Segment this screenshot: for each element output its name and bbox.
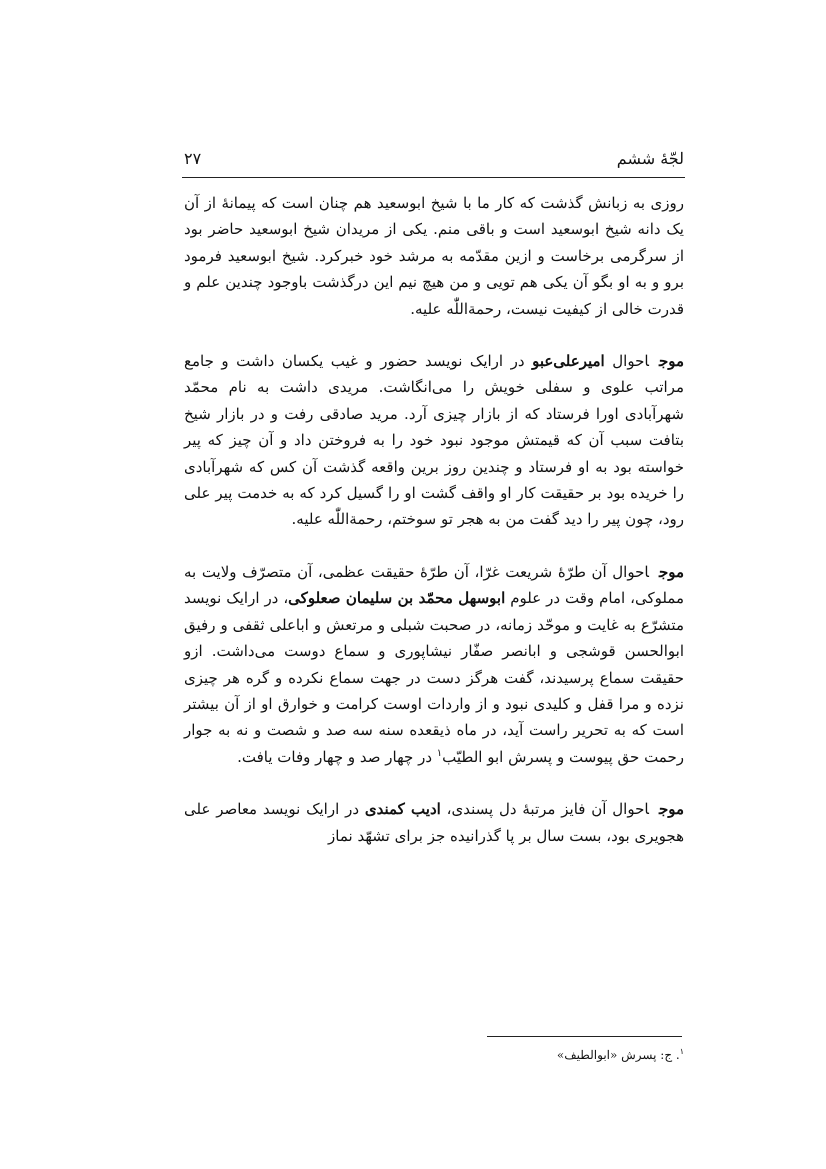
paragraph-text: ، در ارایک نویسد متشرّع به غایت و موحّد زمانه، در صحبت شبلی و مرتعش و اباعلی ثقفی و رفیق ابوالحسن قوشجی و ابانصر صفّار نیشاپوری و سماع دوست می‌داشت. ازو حقیقت سماع پرسیدند، گفت هرگز دست در جهت سماع نکرده و گره هر چیزی نزده و مرا قفل و کلیدی نبود و از واردات اوست کرامت و خوارق او از آن بیشتر است که به تحریر راست آید، در ماه ذیقعده سنه سه صد و شصت و نه به جوار رحمت حق پیوست و پسرش ابو الطیّب [184,589,684,766]
paragraph-text: روزی به زبانش گذشت که کار ما با شیخ ابوسعید هم چنان است که پیمانهٔ از آن یک دانه شیخ ابوسعید است و باقی منم. یکی از مریدان شیخ ابوسعید حاضر بود از سرگرمی برخاست و ازین مقدّمه به مرشد خود خبرکرد. شیخ ابوسعید فرمود برو و به او بگو آن یکی هم تویی و من هیچ نیم این درگذشت باوجود چندین علم و قدرت خالی از کیفیت نیست، رحمةاللّٰه علیه. [184,194,684,318]
footnote-number: ۱ [679,1047,684,1056]
page-number: ۲۷ [184,149,202,168]
footnote-text: . ج: پسرش «ابوالطیف» [556,1048,680,1062]
body-text [184,190,684,849]
person-name: ادیب کمندی [364,800,441,819]
paragraph-4 [184,796,684,849]
paragraph-intro: احوال آن فایز مرتبهٔ دل پسندی، [440,800,649,819]
chapter-title: لجّهٔ ششم [616,149,684,168]
paragraph-text: در ارایک نویسد حضور و غیب یکسان داشت و جامع مراتب علوی و سفلی خویش را می‌انگاشت. مریدی داشت به نام محمّد شهرآبادی اورا فرستاد که از بازار چیزی آرد. مرید صادقی رفت و در بازار شیخ بتافت سبب آن که قیمتش موجود نبود خود را به فروختن داد و آن چیز که پیر خواسته بود به او فرستاد و چندین روز برین واقعه گذشت آن کس که شهرآبادی را خریده بود بر حقیقت کار او واقف گشت او را گسیل کرد که به خدمت پیر علی رود، چون پیر را دید گفت من به هجر تو سوختم، رحمةاللّٰه علیه. [184,352,684,529]
person-name: امیرعلی‌عبو [532,352,605,371]
paragraph-text-end: در چهار صد و چهار وفات یافت. [237,747,437,766]
paragraph-intro: احوال آن طرّهٔ شریعت غرّا، آن طرّهٔ حقیقت عظمی، آن متصرّف ولایت به مملوکی، امام وقت در علوم [184,562,685,608]
header-rule [182,177,685,178]
paragraph-2 [184,348,684,533]
paragraph-text: در ارایک نویسد معاصر علی هجویری بود، بست سال بر پا گذرانیده جز برای تشهّد نماز [184,800,684,845]
footnote-rule [487,1036,682,1037]
section-marker: موج [658,800,684,819]
section-marker: موج [658,562,684,581]
footnote [557,1047,684,1063]
paragraph-1 [184,190,684,322]
footnote-reference: ۱ [436,747,443,759]
section-marker: موج [658,352,684,371]
person-name: ابوسهل محمّد بن سلیمان صعلوکی [288,589,506,608]
running-head [184,148,684,170]
paragraph-intro: احوال [604,352,649,371]
paragraph-3 [184,559,684,770]
